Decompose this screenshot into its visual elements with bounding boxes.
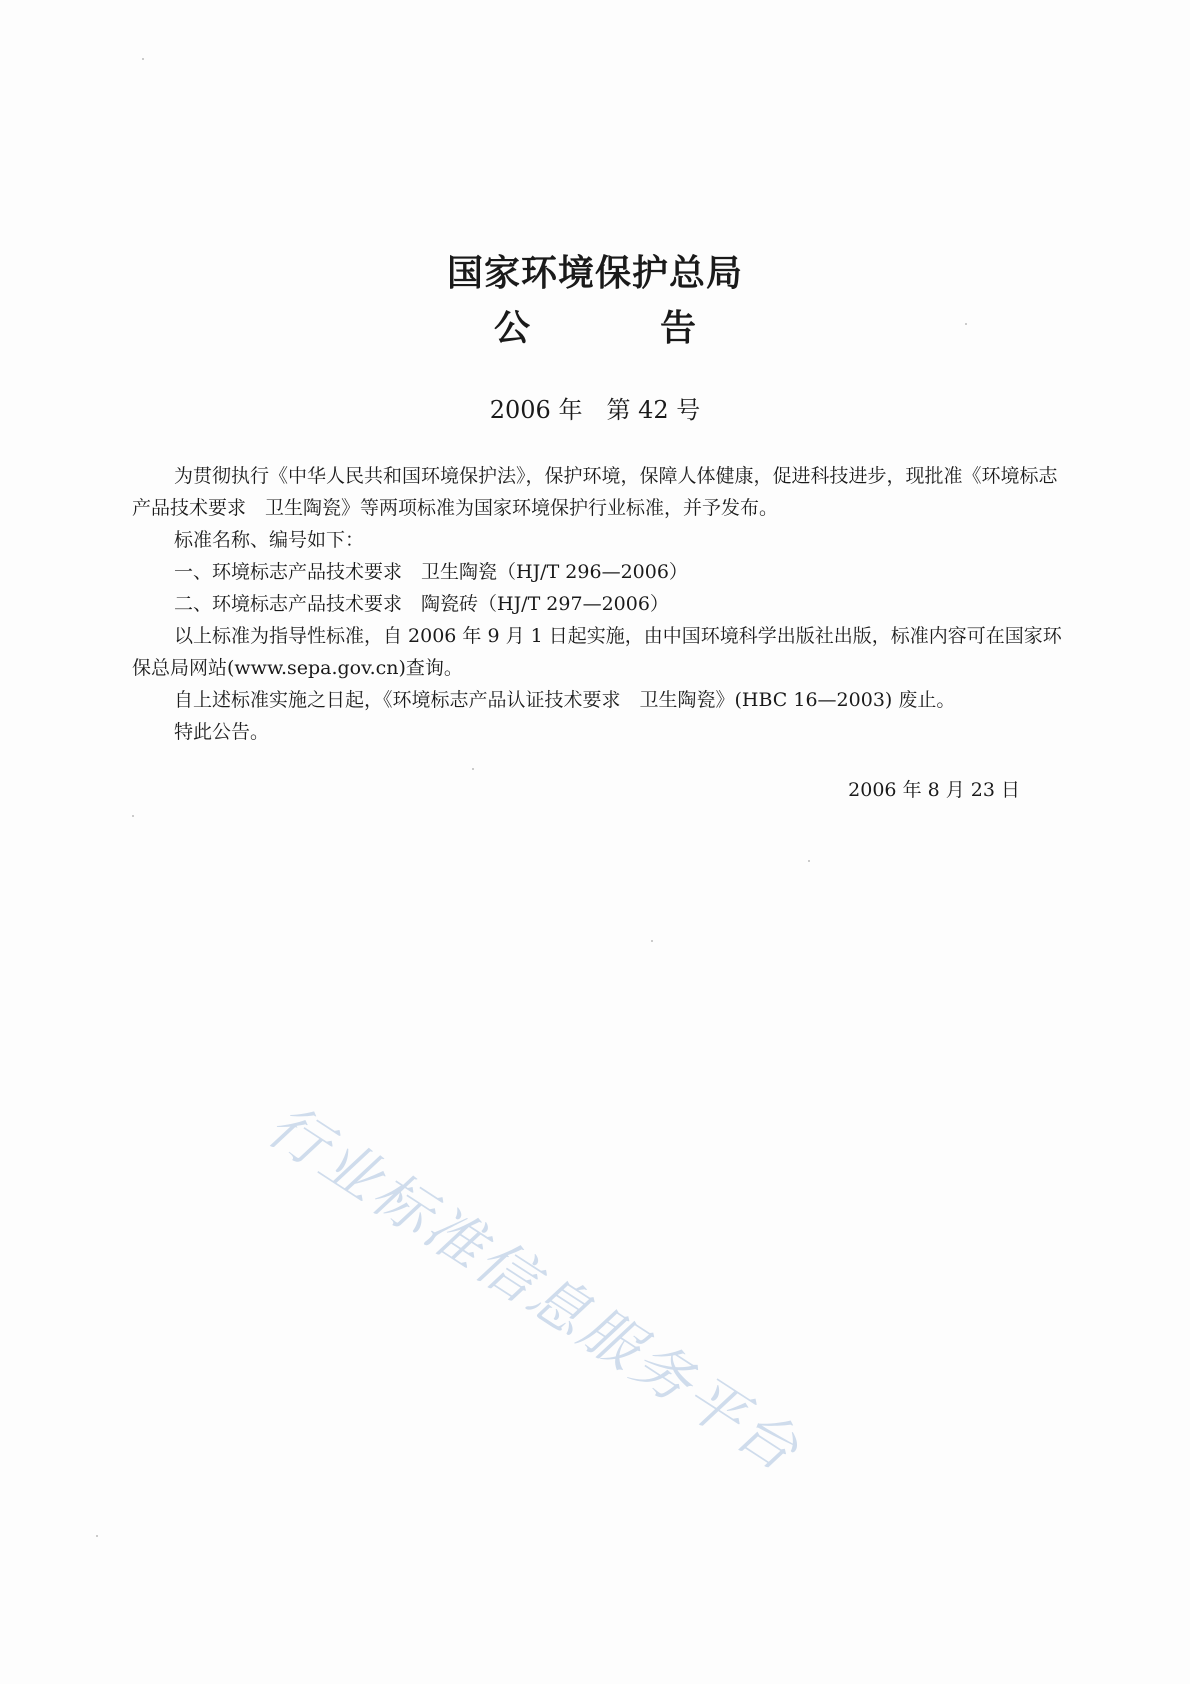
- scan-speck: [96, 1535, 98, 1537]
- scan-speck: [472, 768, 474, 770]
- body-paragraph: 为贯彻执行《中华人民共和国环境保护法》，保护环境，保障人体健康，促进科技进步，现批准《环境标志产品技术要求 卫生陶瓷》等两项标准为国家环境保护行业标准，并予发布。: [132, 465, 1058, 519]
- body-paragraph: 以上标准为指导性标准，自 2006 年 9 月 1 日起实施，由中国环境科学出版社出版，标准内容可在国家环保总局网站(www.sepa.gov.cn)查询。: [132, 625, 1062, 679]
- body-paragraph: 一、环境标志产品技术要求 卫生陶瓷（HJ/T 296—2006）: [174, 561, 688, 583]
- issuer-title: 国家环境保护总局: [446, 253, 743, 294]
- body-paragraph: 特此公告。: [174, 721, 270, 743]
- scan-speck: [142, 58, 144, 60]
- scan-speck: [808, 860, 810, 862]
- announcement-char-2: 告: [660, 308, 697, 349]
- body-paragraph: 二、环境标志产品技术要求 陶瓷砖（HJ/T 297—2006）: [174, 593, 669, 615]
- announcement-number: 2006 年 第 42 号: [489, 396, 701, 424]
- issue-date: 2006 年 8 月 23 日: [848, 779, 1020, 801]
- body-paragraph: 自上述标准实施之日起，《环境标志产品认证技术要求 卫生陶瓷》(HBC 16—2003) 废止。: [174, 689, 956, 711]
- watermark-text: 行业标准信息服务平台: [255, 1090, 813, 1486]
- announcement-char-1: 公: [494, 308, 531, 349]
- scan-speck: [651, 940, 653, 942]
- body-paragraph: 标准名称、编号如下：: [174, 529, 365, 551]
- announcement-body: [132, 460, 1062, 748]
- announcement-heading: [0, 300, 1190, 351]
- scan-speck: [132, 815, 134, 817]
